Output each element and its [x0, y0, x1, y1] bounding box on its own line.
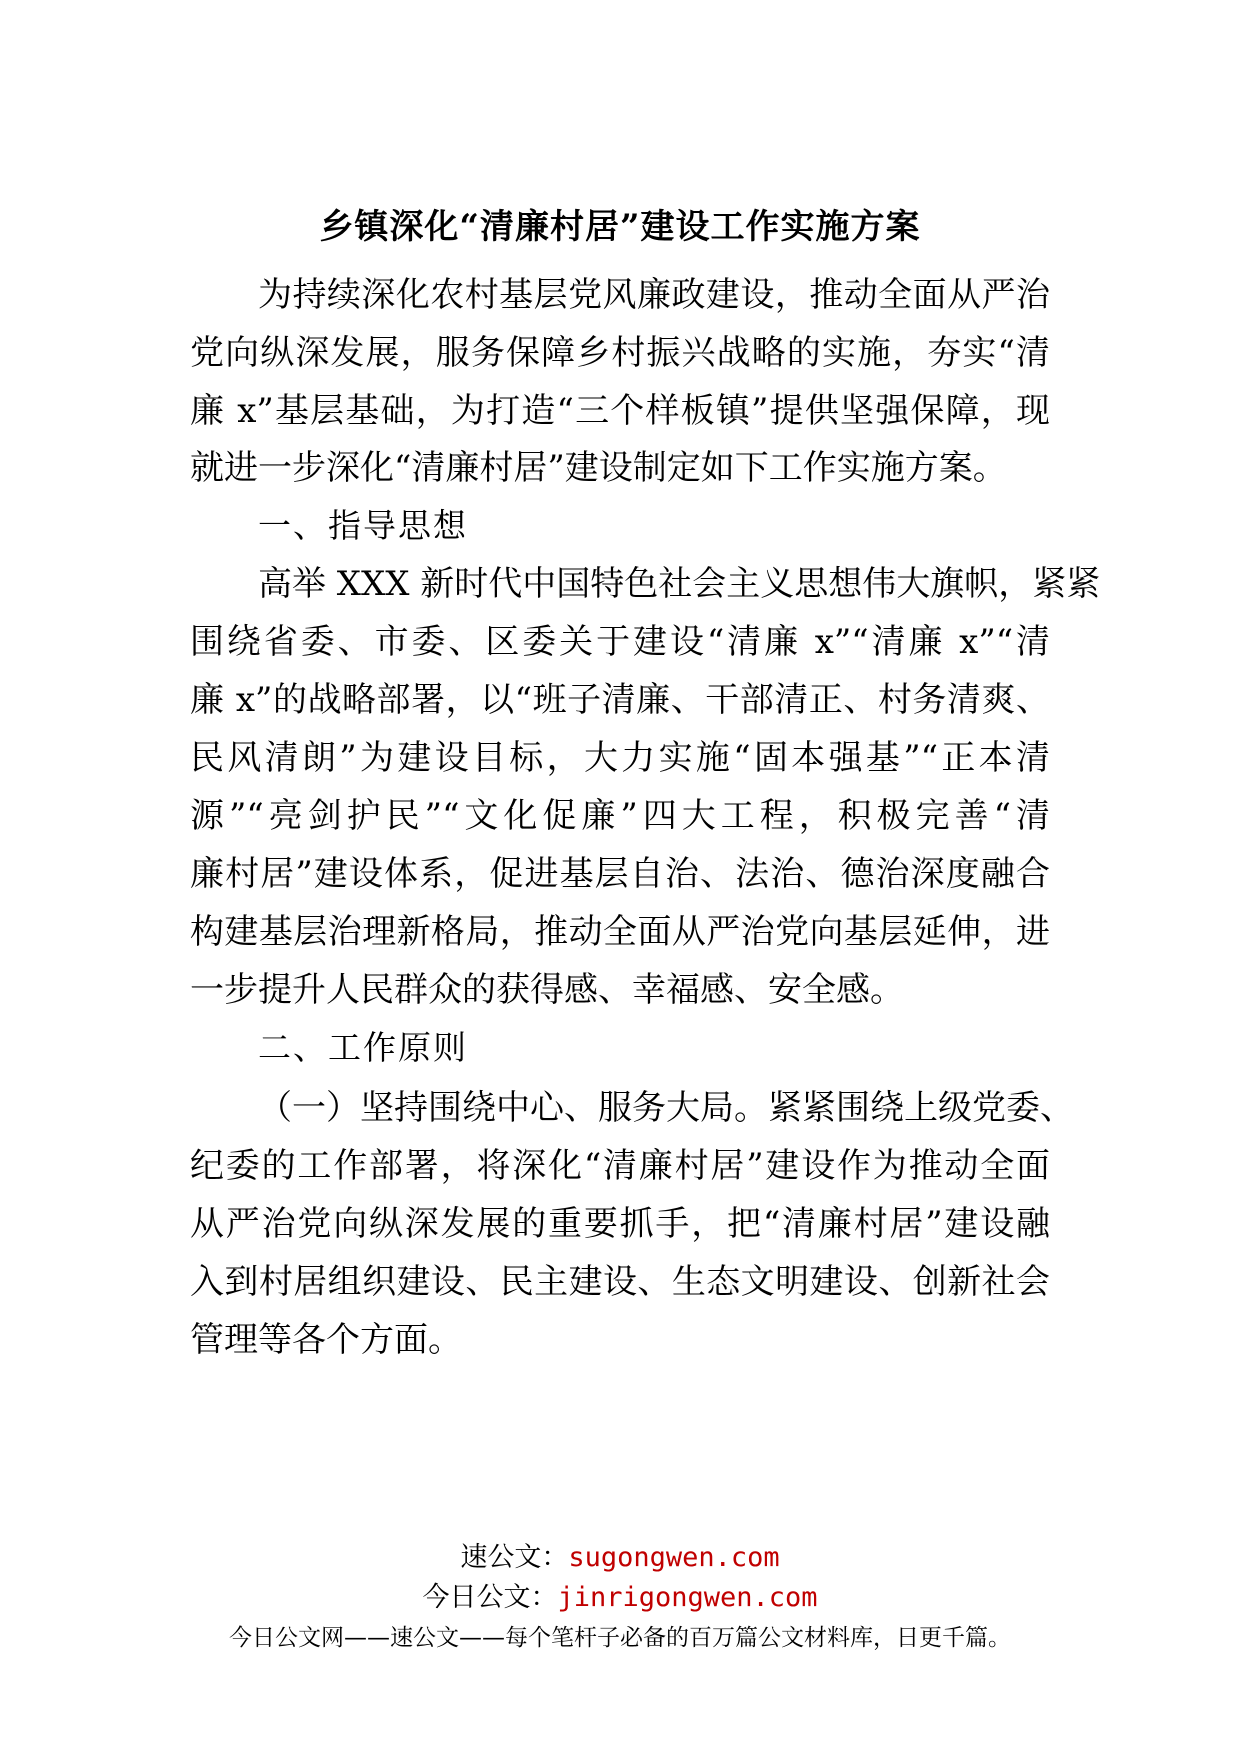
section1-line-8: 一步提升人民群众的获得感、幸福感、安全感。	[190, 970, 904, 1010]
section-heading-work-principles: 二、工作原则	[258, 1028, 468, 1067]
footer-sugongwen	[0, 1540, 1240, 1576]
footer-tagline: 今日公文网——速公文——每个笔杆子必备的百万篇公文材料库，日更千篇。	[229, 1625, 1011, 1651]
section1-line-6: 廉村居”建设体系，促进基层自治、法治、德治深度融合	[190, 854, 1050, 894]
section-heading-guiding-thought: 一、指导思想	[258, 506, 468, 545]
footer-jinrigongwen-label: 今日公文：	[422, 1582, 558, 1613]
section1-line-1: 高举 XXX 新时代中国特色社会主义思想伟大旗帜，紧紧	[258, 564, 1101, 604]
footer-sugongwen-link[interactable]: sugongwen.com	[568, 1542, 780, 1573]
intro-line-4: 就进一步深化“清廉村居”建设制定如下工作实施方案。	[190, 448, 1007, 488]
intro-line-2: 党向纵深发展，服务保障乡村振兴战略的实施，夯实“清	[190, 333, 1050, 373]
section2-line-3: 从严治党向纵深发展的重要抓手，把“清廉村居”建设融	[190, 1204, 1050, 1244]
section2-line-1: （一）坚持围绕中心、服务大局。紧紧围绕上级党委、	[258, 1088, 1074, 1128]
intro-line-1: 为持续深化农村基层党风廉政建设，推动全面从严治	[258, 275, 1050, 315]
footer-jinrigongwen	[0, 1580, 1240, 1616]
intro-line-3: 廉 x”基层基础，为打造“三个样板镇”提供坚强保障，现	[190, 391, 1050, 431]
section2-line-5: 管理等各个方面。	[190, 1320, 462, 1360]
document-title: 乡镇深化“清廉村居”建设工作实施方案	[319, 207, 921, 247]
section2-line-4: 入到村居组织建设、民主建设、生态文明建设、创新社会	[190, 1262, 1050, 1302]
footer-sugongwen-label: 速公文：	[460, 1542, 569, 1573]
section1-line-2: 围绕省委、市委、区委关于建设“清廉 x”“清廉 x”“清	[190, 622, 1050, 662]
footer-jinrigongwen-link[interactable]: jinrigongwen.com	[557, 1582, 818, 1613]
section1-line-3: 廉 x”的战略部署，以“班子清廉、干部清正、村务清爽、	[190, 680, 1050, 720]
section2-line-2: 纪委的工作部署，将深化“清廉村居”建设作为推动全面	[190, 1146, 1050, 1186]
section1-line-5: 源”“亮剑护民”“文化促廉”四大工程，积极完善“清	[190, 796, 1050, 836]
section1-line-7: 构建基层治理新格局，推动全面从严治党向基层延伸，进	[190, 912, 1050, 952]
section1-line-4: 民风清朗”为建设目标，大力实施“固本强基”“正本清	[190, 738, 1050, 778]
